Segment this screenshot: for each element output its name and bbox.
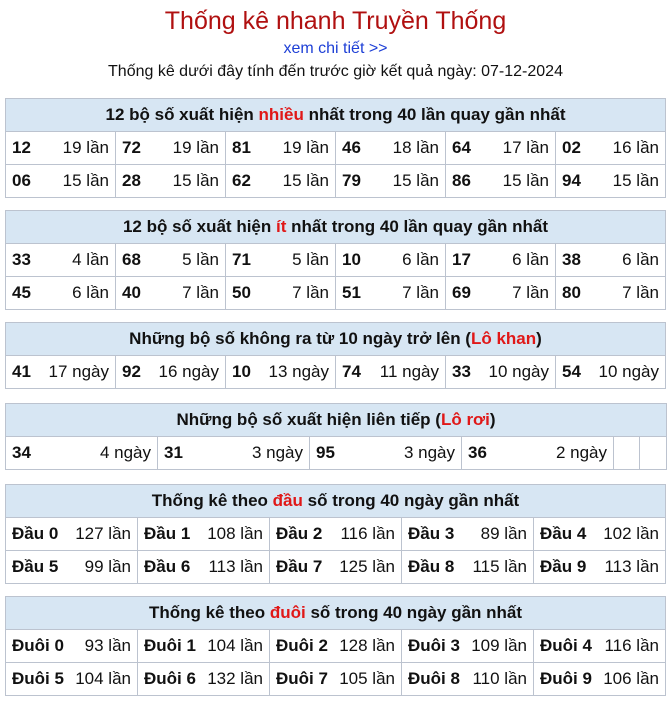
- stat-number: 95: [316, 443, 335, 462]
- stat-count: 89 lần: [480, 524, 527, 543]
- table-row: [6, 630, 666, 663]
- stat-count: 15 lần: [612, 171, 659, 190]
- stat-count: 7 lần: [292, 283, 329, 302]
- stat-count: 17 lần: [502, 138, 549, 157]
- stat-cell: [6, 551, 138, 584]
- stat-cell: [402, 518, 534, 551]
- table-row: [6, 663, 666, 696]
- stat-cell: [270, 630, 402, 663]
- stat-number: Đuôi 3: [408, 636, 460, 655]
- stat-cell: [446, 132, 556, 165]
- stat-count: 19 lần: [62, 138, 109, 157]
- stat-count: 104 lần: [75, 669, 131, 688]
- stat-number: Đuôi 2: [276, 636, 328, 655]
- lo-roi-title: Những bộ số xuất hiện liên tiếp (Lô rơi): [6, 404, 667, 437]
- stat-number: 50: [232, 283, 251, 302]
- stat-number: Đuôi 4: [540, 636, 592, 655]
- stat-cell: [6, 244, 116, 277]
- empty-cell: [640, 437, 667, 470]
- stat-count: 93 lần: [84, 636, 131, 655]
- stat-number: Đuôi 8: [408, 669, 460, 688]
- stat-cell: [6, 518, 138, 551]
- stat-cell: [6, 630, 138, 663]
- stat-number: Đuôi 6: [144, 669, 196, 688]
- stat-count: 116 lần: [604, 636, 659, 655]
- stat-number: Đuôi 0: [12, 636, 64, 655]
- stat-cell: [446, 356, 556, 389]
- stat-count: 18 lần: [392, 138, 439, 157]
- stat-cell: [158, 437, 310, 470]
- stat-number: 10: [232, 362, 251, 381]
- stat-count: 11 ngày: [379, 362, 439, 381]
- stat-cell: [534, 663, 666, 696]
- stat-number: 69: [452, 283, 471, 302]
- stat-count: 99 lần: [84, 557, 131, 576]
- most-frequent-title: 12 bộ số xuất hiện nhiều nhất trong 40 lần quay gần nhất: [6, 99, 666, 132]
- stat-cell: [270, 551, 402, 584]
- stat-number: Đuôi 7: [276, 669, 328, 688]
- stat-cell: [446, 165, 556, 198]
- stat-cell: [6, 663, 138, 696]
- stat-number: 64: [452, 138, 471, 157]
- stat-count: 7 lần: [182, 283, 219, 302]
- stat-number: 33: [12, 250, 31, 269]
- empty-cell: [614, 437, 640, 470]
- stat-cell: [534, 630, 666, 663]
- stat-number: 33: [452, 362, 471, 381]
- stat-cell: [116, 356, 226, 389]
- stat-cell: [336, 165, 446, 198]
- stat-number: 54: [562, 362, 581, 381]
- stat-count: 15 lần: [502, 171, 549, 190]
- stat-cell: [270, 663, 402, 696]
- stat-count: 19 lần: [172, 138, 219, 157]
- stat-cell: [6, 277, 116, 310]
- stat-number: 12: [12, 138, 31, 157]
- stat-number: Đuôi 9: [540, 669, 592, 688]
- stat-number: Đầu 1: [144, 524, 191, 543]
- stat-number: 72: [122, 138, 141, 157]
- stat-count: 5 lần: [292, 250, 329, 269]
- least-frequent-table: [5, 210, 666, 310]
- stat-number: Đầu 8: [408, 557, 455, 576]
- stat-cell: [270, 518, 402, 551]
- table-row: [6, 132, 666, 165]
- table-row: [6, 551, 666, 584]
- stat-cell: [402, 663, 534, 696]
- stat-cell: [226, 165, 336, 198]
- stat-count: 125 lần: [339, 557, 395, 576]
- stat-count: 106 lần: [603, 669, 659, 688]
- duoi-title: Thống kê theo đuôi số trong 40 ngày gần nhất: [6, 597, 666, 630]
- stat-cell: [138, 630, 270, 663]
- stat-count: 115 lần: [472, 557, 527, 576]
- stat-count: 16 lần: [612, 138, 659, 157]
- date-note: Thống kê dưới đây tính đến trước giờ kết quả ngày: 07-12-2024: [108, 63, 563, 80]
- stat-cell: [556, 132, 666, 165]
- stat-number: 74: [342, 362, 361, 381]
- stat-number: 94: [562, 171, 581, 190]
- lo-roi-table: [5, 403, 667, 470]
- stat-cell: [226, 277, 336, 310]
- dau-title: Thống kê theo đầu số trong 40 ngày gần nhất: [6, 485, 666, 518]
- stat-number: Đầu 2: [276, 524, 323, 543]
- table-row: [6, 277, 666, 310]
- duoi-table: [5, 596, 666, 696]
- stat-count: 128 lần: [339, 636, 395, 655]
- stat-count: 16 ngày: [158, 362, 219, 381]
- stat-count: 109 lần: [471, 636, 527, 655]
- stat-number: Đuôi 5: [12, 669, 64, 688]
- stat-number: 38: [562, 250, 581, 269]
- stat-count: 113 lần: [208, 557, 263, 576]
- stat-cell: [6, 437, 158, 470]
- dau-table: [5, 484, 666, 584]
- stat-cell: [446, 244, 556, 277]
- stat-cell: [6, 165, 116, 198]
- stat-number: 68: [122, 250, 141, 269]
- stat-count: 6 lần: [512, 250, 549, 269]
- stat-cell: [138, 518, 270, 551]
- stat-cell: [556, 244, 666, 277]
- stat-number: Đầu 9: [540, 557, 587, 576]
- stat-cell: [226, 244, 336, 277]
- stat-cell: [116, 277, 226, 310]
- stat-number: Đầu 0: [12, 524, 59, 543]
- lo-khan-title: Những bộ số không ra từ 10 ngày trở lên (Lô khan): [6, 323, 666, 356]
- stat-count: 110 lần: [472, 669, 527, 688]
- stat-number: 06: [12, 171, 31, 190]
- stat-count: 15 lần: [172, 171, 219, 190]
- stat-count: 113 lần: [604, 557, 659, 576]
- stat-count: 127 lần: [75, 524, 131, 543]
- detail-link[interactable]: xem chi tiết >>: [283, 40, 388, 57]
- stat-number: Đuôi 1: [144, 636, 196, 655]
- stat-cell: [556, 277, 666, 310]
- stat-cell: [138, 551, 270, 584]
- stat-cell: [556, 165, 666, 198]
- stat-number: 46: [342, 138, 361, 157]
- stat-number: 71: [232, 250, 251, 269]
- stat-number: 31: [164, 443, 183, 462]
- stat-cell: [116, 165, 226, 198]
- stat-count: 3 ngày: [251, 443, 303, 462]
- stat-count: 116 lần: [340, 524, 395, 543]
- stat-number: 40: [122, 283, 141, 302]
- lo-khan-table: [5, 322, 666, 389]
- stat-count: 5 lần: [182, 250, 219, 269]
- stat-number: 41: [12, 362, 31, 381]
- table-row: [6, 165, 666, 198]
- stat-count: 13 ngày: [268, 362, 329, 381]
- stat-count: 7 lần: [622, 283, 659, 302]
- stat-count: 7 lần: [402, 283, 439, 302]
- stat-cell: [6, 356, 116, 389]
- stat-cell: [446, 277, 556, 310]
- stat-cell: [534, 551, 666, 584]
- stat-cell: [226, 132, 336, 165]
- stat-cell: [336, 277, 446, 310]
- stat-number: 51: [342, 283, 361, 302]
- table-row: [6, 244, 666, 277]
- stat-cell: [402, 630, 534, 663]
- table-row: [6, 356, 666, 389]
- stat-cell: [226, 356, 336, 389]
- stat-count: 3 ngày: [403, 443, 455, 462]
- stat-count: 6 lần: [72, 283, 109, 302]
- stat-count: 104 lần: [207, 636, 263, 655]
- stat-number: 45: [12, 283, 31, 302]
- stat-number: 92: [122, 362, 141, 381]
- stat-count: 6 lần: [622, 250, 659, 269]
- stat-number: 02: [562, 138, 581, 157]
- stat-count: 15 lần: [62, 171, 109, 190]
- stat-count: 108 lần: [207, 524, 263, 543]
- stat-number: 36: [468, 443, 487, 462]
- stat-number: 17: [452, 250, 471, 269]
- stat-count: 105 lần: [339, 669, 395, 688]
- stat-cell: [116, 244, 226, 277]
- stat-cell: [6, 132, 116, 165]
- least-frequent-title: 12 bộ số xuất hiện ít nhất trong 40 lần quay gần nhất: [6, 211, 666, 244]
- stat-number: 34: [12, 443, 31, 462]
- stat-number: Đầu 7: [276, 557, 323, 576]
- stat-cell: [534, 518, 666, 551]
- stat-count: 10 ngày: [598, 362, 659, 381]
- stat-number: 80: [562, 283, 581, 302]
- stat-cell: [462, 437, 614, 470]
- stat-cell: [556, 356, 666, 389]
- stat-number: 28: [122, 171, 141, 190]
- stat-count: 4 lần: [72, 250, 109, 269]
- stat-count: 6 lần: [402, 250, 439, 269]
- stat-number: 81: [232, 138, 251, 157]
- stat-cell: [116, 132, 226, 165]
- stat-number: Đầu 4: [540, 524, 587, 543]
- stat-count: 4 ngày: [99, 443, 151, 462]
- stat-cell: [310, 437, 462, 470]
- page-title: Thống kê nhanh Truyền Thống: [164, 7, 507, 35]
- stat-number: 79: [342, 171, 361, 190]
- stat-count: 15 lần: [392, 171, 439, 190]
- stat-cell: [138, 663, 270, 696]
- stat-count: 17 ngày: [48, 362, 109, 381]
- table-row: [6, 518, 666, 551]
- stat-cell: [336, 132, 446, 165]
- stat-cell: [336, 356, 446, 389]
- stat-count: 19 lần: [282, 138, 329, 157]
- stat-count: 10 ngày: [488, 362, 549, 381]
- stat-count: 102 lần: [603, 524, 659, 543]
- stat-cell: [336, 244, 446, 277]
- stat-count: 7 lần: [512, 283, 549, 302]
- table-row: [6, 437, 667, 470]
- stat-number: 62: [232, 171, 251, 190]
- most-frequent-table: [5, 98, 666, 198]
- stat-count: 15 lần: [282, 171, 329, 190]
- stat-cell: [402, 551, 534, 584]
- stat-number: 10: [342, 250, 361, 269]
- stat-number: Đầu 3: [408, 524, 455, 543]
- stat-number: Đầu 5: [12, 557, 59, 576]
- stat-number: 86: [452, 171, 471, 190]
- detail-row: [0, 38, 671, 60]
- stat-number: Đầu 6: [144, 557, 191, 576]
- stat-count: 2 ngày: [555, 443, 607, 462]
- stat-count: 132 lần: [207, 669, 263, 688]
